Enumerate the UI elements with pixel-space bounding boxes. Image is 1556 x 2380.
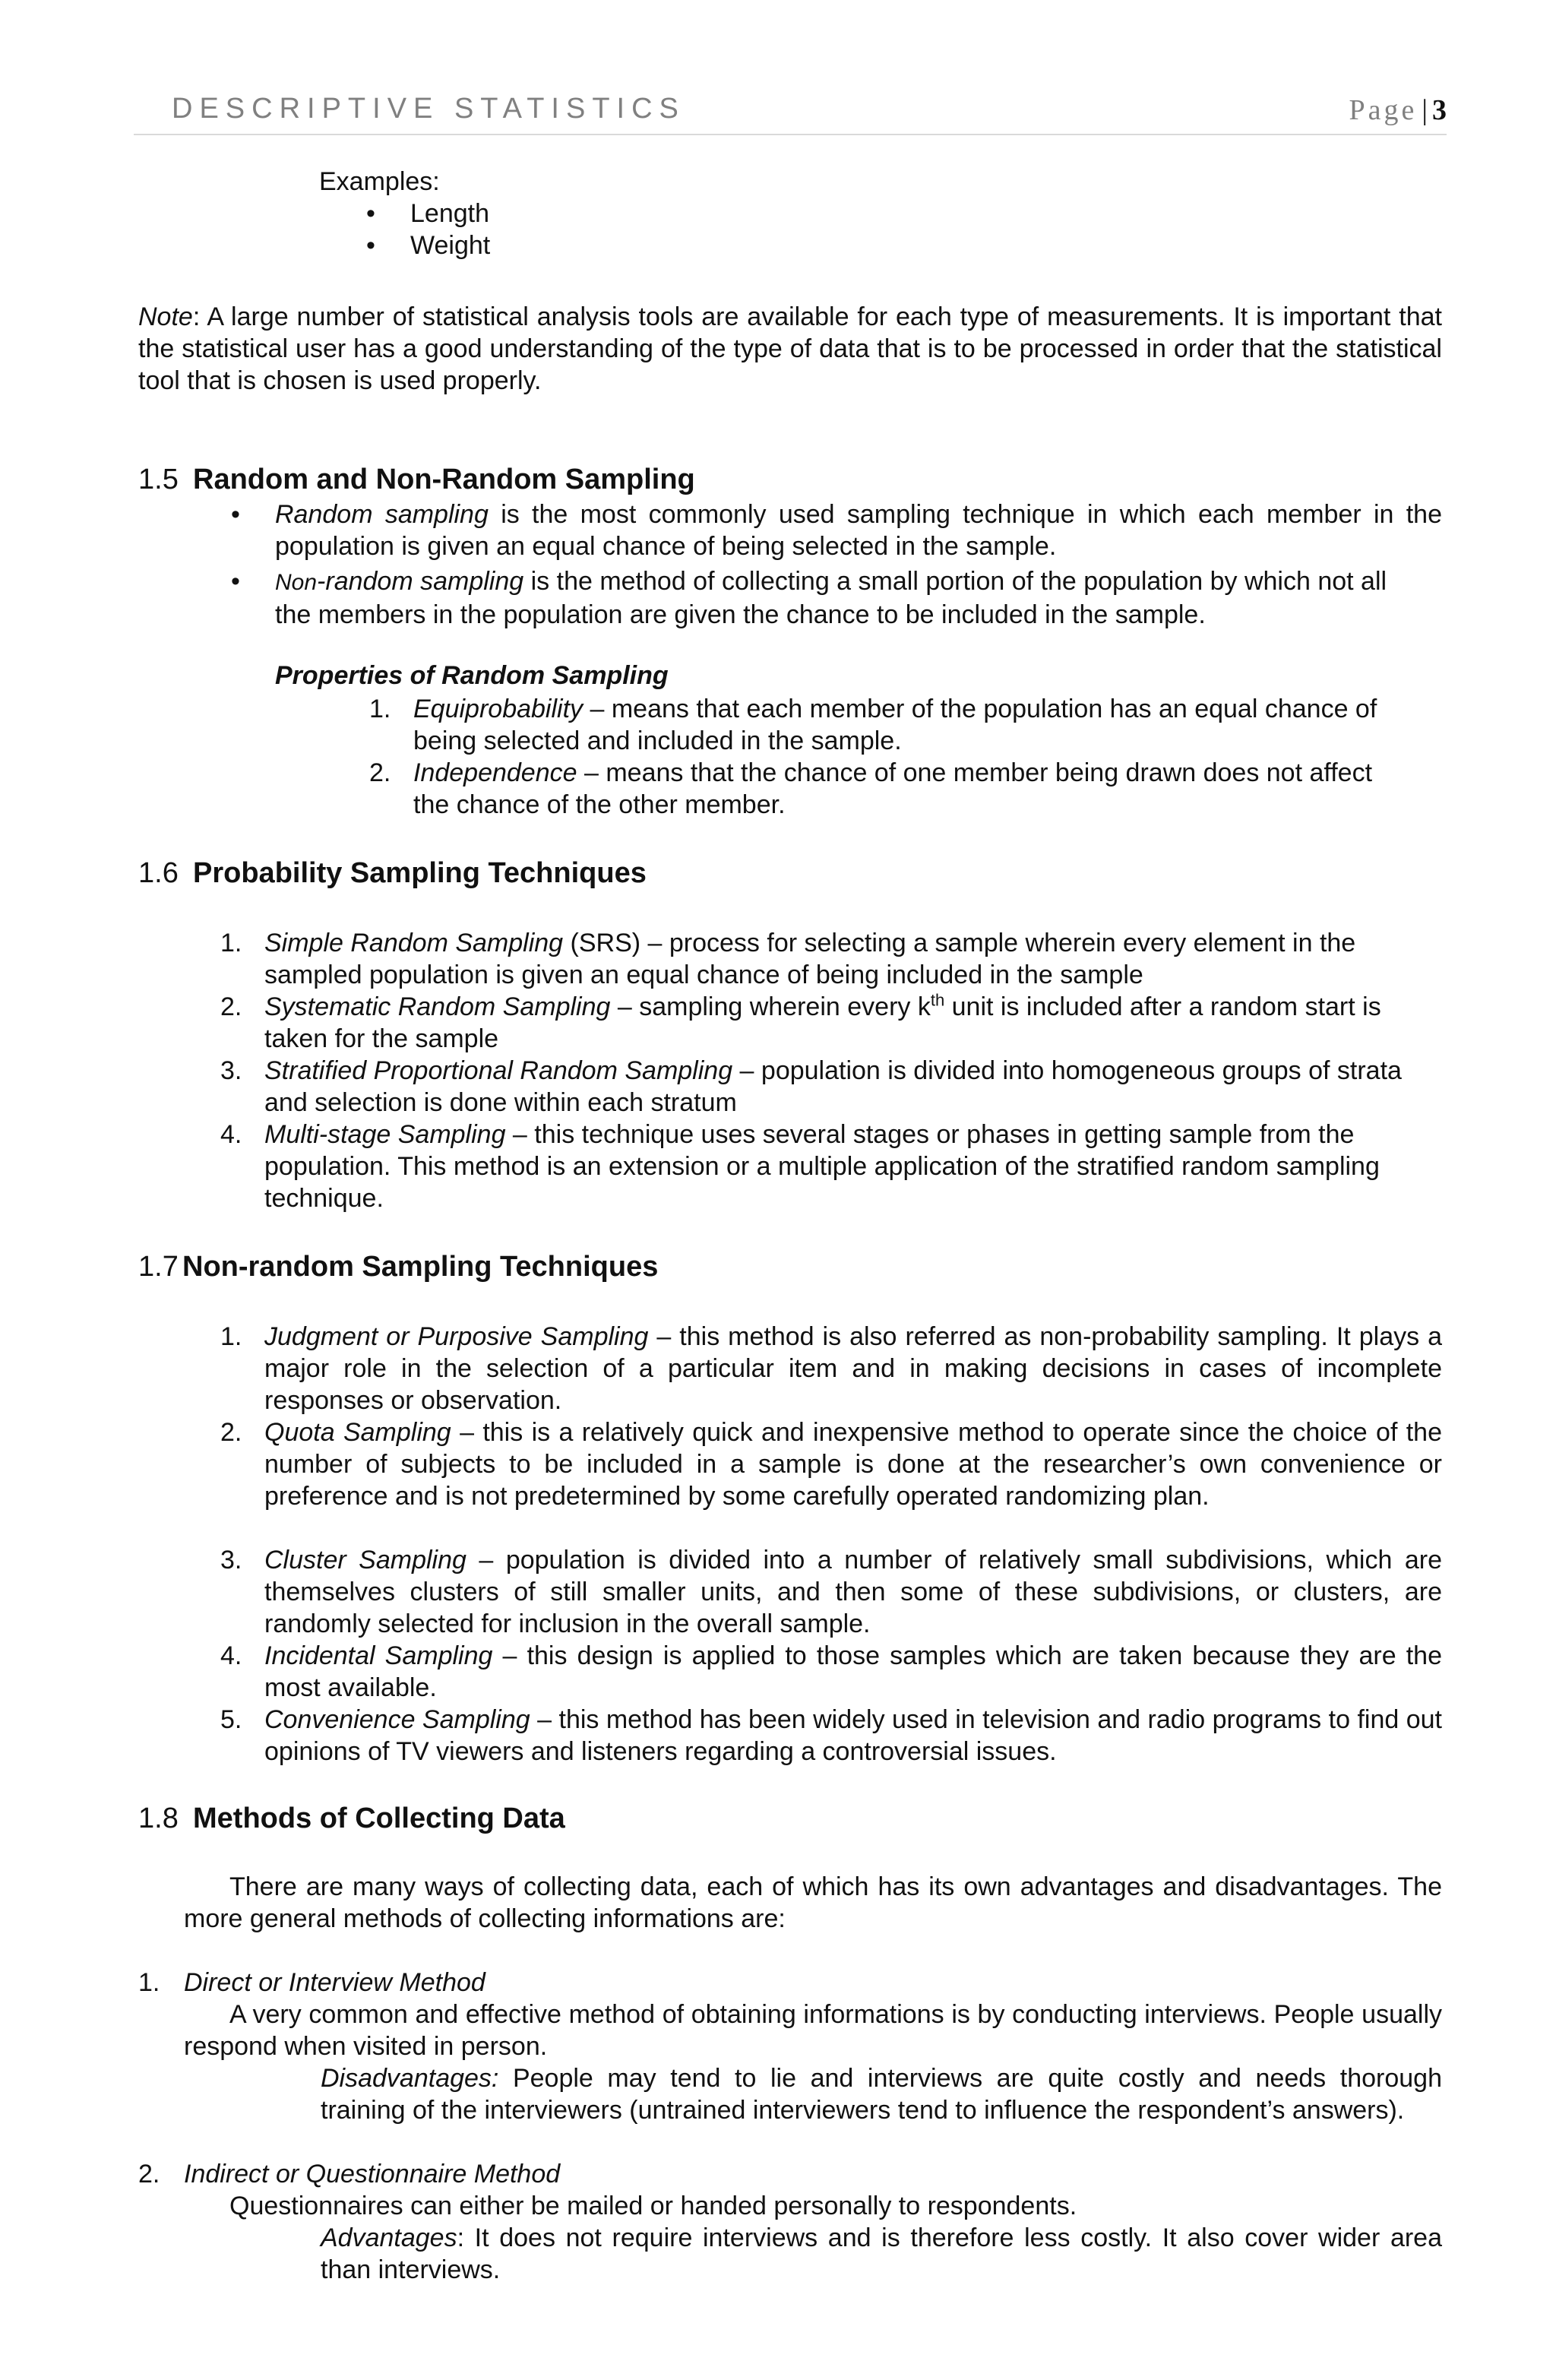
examples-block [319, 166, 1442, 261]
list-item: 4. Incidental Sampling – this design is applied to those samples which are taken because they are the most available. [220, 1641, 1442, 1702]
list-item: 3. Cluster Sampling – population is divided into a number of relatively small subdivisions, which are themselves clusters of still smaller units, and then some of these subdivisions, or clusters, are randomly selected for inclusion in the overall sample. [220, 1546, 1442, 1638]
list-item: 2. Quota Sampling – this is a relatively quick and inexpensive method to operate since the choice of the number of subjects to be included in a sample is done at the researcher’s own convenience or preference and is not predetermined by some carefully operated randomizing plan. [220, 1418, 1442, 1511]
properties-title: Properties of Random Sampling [275, 661, 669, 690]
list-item: • Length [366, 199, 489, 228]
list-item: 4. Multi-stage Sampling – this technique uses several stages or phases in getting sample from the population. This method is an extension or a multiple application of the stratified random sampling technique. [220, 1120, 1380, 1213]
section-1-5 [138, 462, 1442, 497]
section-1-6 [138, 856, 1442, 891]
list-item: 3. Stratified Proportional Random Sampling – population is divided into homogeneous groups of strata and selection is done within each stratum [220, 1056, 1402, 1117]
section-1-8 [138, 1801, 1442, 1836]
list-item: 2. Systematic Random Sampling – sampling wherein every $k^{th}$ unit is included after a random start is taken for the sample [220, 990, 1381, 1053]
section-heading: 1.6 Probability Sampling Techniques [138, 857, 647, 889]
method-2-advantages: Advantages: It does not require interviews and is therefore less costly. It also cover wider area than interviews. [321, 2223, 1442, 2284]
header-page-number: Page | 3 [1349, 94, 1447, 126]
page-header [134, 90, 1447, 135]
examples-label: Examples: [319, 167, 440, 196]
list-item: 1. Judgment or Purposive Sampling – this method is also referred as non-probability sampling. It plays a major role in the selection of a particular item and in making decisions in cases of incomplete responses or observation. [220, 1322, 1442, 1415]
method-2-text: Questionnaires can either be mailed or handed personally to respondents. [229, 2192, 1077, 2220]
method-1-disadvantages: Disadvantages: People may tend to lie and interviews are quite costly and needs thorough training of the interviewers (untrained interviewers tend to influence the respondent’s answers). [321, 2064, 1442, 2125]
list-item: 1. Simple Random Sampling (SRS) – process for selecting a sample wherein every element in the sampled population is given an equal chance of being included in the sample [220, 929, 1356, 989]
list-item: 2. Independence – means that the chance of one member being drawn does not affect the chance of the other member. [369, 758, 1373, 819]
list-item: • Non-random sampling is the method of collecting a small portion of the population by which not all the members in the population are given the chance to be included in the sample. [231, 567, 1387, 629]
list-item: • Random sampling is the most commonly used sampling technique in which each member in the population is given an equal chance of being selected in the sample. [231, 500, 1443, 561]
list-item: 5. Convenience Sampling – this method has been widely used in television and radio programs to find out opinions of TV viewers and listeners regarding a controversial issues. [220, 1705, 1442, 1766]
section-heading: 1.8 Methods of Collecting Data [138, 1802, 565, 1834]
section-1-7 [138, 1249, 1442, 1284]
list-item: 1. Direct or Interview Method [138, 1968, 485, 1997]
note-paragraph: Note: A large number of statistical analysis tools are available for each type of measurements. It is important that the statistical user has a good understanding of the type of data that is to be processed in order that the statistical tool that is chosen is used properly. [138, 302, 1442, 395]
list-item: • Weight [366, 231, 491, 260]
header-title: DESCRIPTIVE STATISTICS [172, 93, 685, 125]
section-heading: 1.5 Random and Non-Random Sampling [138, 464, 695, 495]
section-heading: 1.7 Non-random Sampling Techniques [138, 1251, 659, 1283]
intro-paragraph: There are many ways of collecting data, each of which has its own advantages and disadvantages. The more general methods of collecting informations are: [184, 1872, 1442, 1933]
list-item: 1. Equiprobability – means that each member of the population has an equal chance of being selected and included in the sample. [369, 695, 1377, 755]
method-1-text: A very common and effective method of obtaining informations is by conducting interviews. People usually respond when visited in person. [184, 2000, 1442, 2061]
list-item: 2. Indirect or Questionnaire Method [138, 2160, 561, 2189]
